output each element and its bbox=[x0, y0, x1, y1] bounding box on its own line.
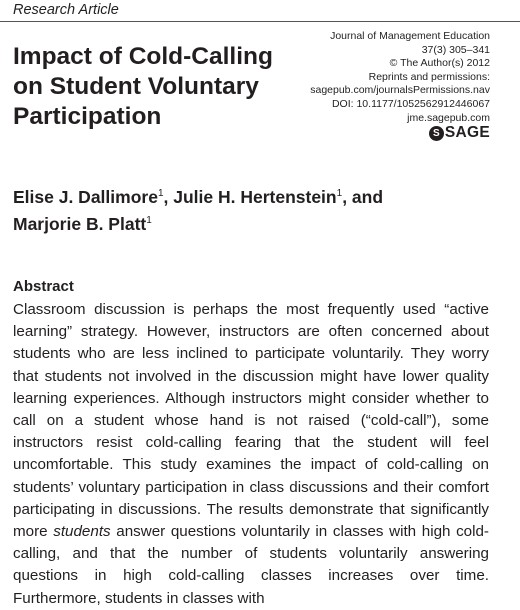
sage-logo bbox=[429, 124, 490, 142]
author-name: Marjorie B. Platt bbox=[13, 214, 147, 234]
title-line-2: on Student Voluntary bbox=[13, 73, 259, 100]
header-rule bbox=[0, 21, 520, 22]
journal-permissions-link[interactable]: sagepub.com/journalsPermissions.nav bbox=[310, 84, 490, 97]
abstract-heading: Abstract bbox=[13, 278, 74, 295]
journal-issue: 37(3) 305–341 bbox=[421, 43, 490, 56]
abstract-text-continued: answer questions voluntarily in classes with high cold-calling, and that the number of students voluntarily answering questions in high cold-calling classes increases over time. Furthermore, students in classes with bbox=[13, 523, 489, 607]
article-title bbox=[13, 42, 313, 132]
title-line-3: Participation bbox=[13, 103, 162, 130]
title-line-1: Impact of Cold-Calling bbox=[13, 43, 273, 70]
author-affiliation-marker: 1 bbox=[336, 188, 343, 199]
author-name: Julie H. Hertenstein bbox=[173, 187, 337, 207]
abstract-text: Classroom discussion is perhaps the most frequently used “active learning” strategy. However, instructors are often concerned about students who are less inclined to participate voluntarily. They worry that students not involved in the discussion might have lower quality learning experiences. Although instructors might consider whether to call on a student whose hand is not raised (“cold-call”), some instructors resist cold-calling fearing that the student will feel uncomfortable. This study examines the impact of cold-calling on students’ voluntary participation in class discussions and their comfort participating in discussions. The results demonstrate that significantly more bbox=[13, 301, 489, 541]
author-list bbox=[13, 182, 433, 236]
sage-logo-mark: S bbox=[429, 126, 444, 141]
author-separator: , bbox=[163, 187, 174, 207]
sage-logo-text: SAGE bbox=[444, 124, 490, 141]
journal-reprints: Reprints and permissions: bbox=[368, 70, 490, 83]
abstract-body bbox=[13, 299, 489, 610]
author-name: Elise J. Dallimore bbox=[13, 187, 158, 207]
journal-info bbox=[310, 30, 490, 125]
journal-site-link[interactable]: jme.sagepub.com bbox=[407, 111, 490, 124]
author-affiliation-marker: 1 bbox=[146, 215, 152, 226]
author-separator: , and bbox=[342, 187, 384, 207]
author-affiliation-marker: 1 bbox=[157, 188, 164, 199]
journal-doi: DOI: 10.1177/1052562912446067 bbox=[331, 97, 490, 110]
journal-copyright: © The Author(s) 2012 bbox=[389, 57, 490, 70]
article-type-label: Research Article bbox=[13, 2, 119, 18]
journal-name: Journal of Management Education bbox=[330, 30, 490, 42]
abstract-emphasis: students bbox=[53, 523, 111, 541]
